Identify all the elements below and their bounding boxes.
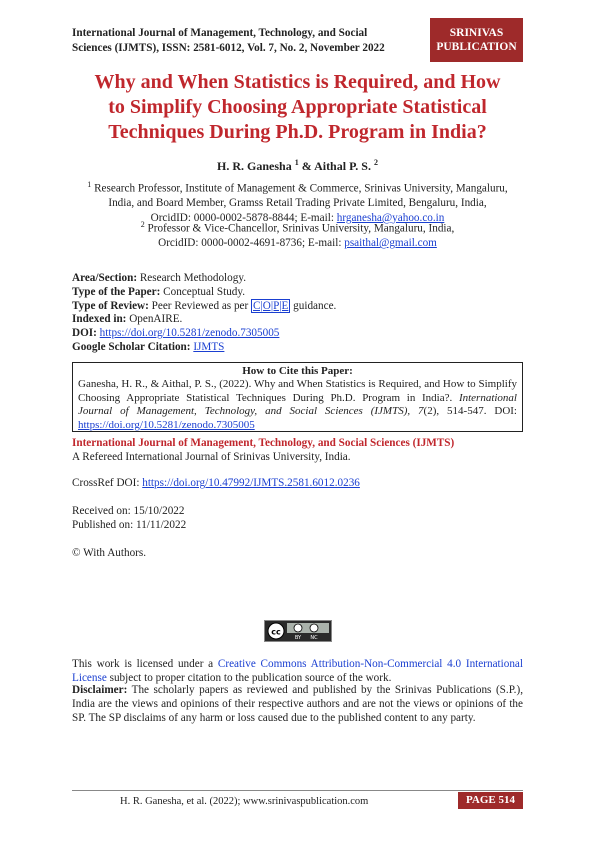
doi-label: DOI: xyxy=(72,327,97,340)
citation-heading: How to Cite this Paper: xyxy=(242,365,353,377)
citation-doi-link[interactable]: https://doi.org/10.5281/zenodo.7305005 xyxy=(78,418,255,431)
author-2: Aithal P. S. xyxy=(314,159,371,173)
journal-info xyxy=(72,436,523,464)
disclaimer xyxy=(72,683,523,725)
author-2-sup: 2 xyxy=(373,158,378,167)
affiliation-2 xyxy=(72,218,523,251)
review-value-post: guidance. xyxy=(290,299,337,312)
type-value: Conceptual Study. xyxy=(160,285,246,298)
aff2-orcid: OrcidID: 0000-0002-4691-8736; E-mail: xyxy=(158,237,345,250)
author-1: H. R. Ganesha xyxy=(217,159,292,173)
journal-desc: A Refereed International Journal of Srinivas University, India. xyxy=(72,451,351,463)
publisher-badge xyxy=(430,18,523,62)
license-link[interactable]: Creative Commons Attribution-Non-Commercial 4.0 International License xyxy=(72,658,524,684)
title-line3: Techniques During Ph.D. Program in India? xyxy=(108,121,487,143)
doi-link[interactable]: https://doi.org/10.5281/zenodo.7305005 xyxy=(99,327,280,340)
crossref-link[interactable]: https://doi.org/10.47992/IJMTS.2581.6012.0236 xyxy=(142,477,360,489)
aff2-line1: Professor & Vice-Chancellor, Srinivas University, Mangaluru, India, xyxy=(147,222,455,235)
type-label: Type of the Paper: xyxy=(72,285,161,298)
citation-text-1: Ganesha, H. R., & Aithal, P. S., (2022). Why and When Statistics is Required, and How to Simplify Choosing Appropriate Statistical Techniques During Ph.D. Program in India?. xyxy=(78,378,517,404)
indexed-label: Indexed in: xyxy=(72,313,127,326)
citation-box xyxy=(72,362,523,432)
review-label: Type of Review: xyxy=(72,299,149,312)
disclaimer-label: Disclaimer: xyxy=(72,684,128,696)
title-line2: to Simplify Choosing Appropriate Statistical xyxy=(108,96,487,118)
aff2-sup: 2 xyxy=(140,220,145,229)
license-post: subject to proper citation to the publication source of the work. xyxy=(106,672,392,684)
journal-header-line2: Sciences (IJMTS), ISSN: 2581-6012, Vol. 7, No. 2, November 2022 xyxy=(72,42,385,54)
published-date: Published on: 11/11/2022 xyxy=(72,519,187,531)
page-number: PAGE 514 xyxy=(458,792,523,809)
review-value: Peer Reviewed as per xyxy=(148,299,252,312)
area-value: Research Methodology. xyxy=(137,272,246,284)
indexed-value: OpenAIRE. xyxy=(126,313,183,326)
crossref-doi xyxy=(72,476,523,490)
cope-link[interactable]: C|O|P|E xyxy=(253,299,289,312)
aff1-line1: Research Professor, Institute of Management & Commerce, Srinivas University, Mangaluru, xyxy=(94,182,508,195)
aff1-email-link[interactable]: hrganesha@yahoo.co.in xyxy=(336,211,445,224)
aff1-orcid: OrcidID: 0000-0002-5878-8844; E-mail: xyxy=(150,211,337,224)
aff1-line2: India, and Board Member, Gramss Retail Trading Private Limited, Bengaluru, India, xyxy=(108,197,487,210)
citation-text-2: (2), 514-547. DOI: xyxy=(423,405,517,418)
page-header xyxy=(72,18,523,58)
crossref-label: CrossRef DOI: xyxy=(72,477,143,489)
paper-title xyxy=(60,70,535,145)
disclaimer-text: The scholarly papers as reviewed and published by the Srinivas Publications (S.P.), India are the views and opinions of their respective authors and are not the views or opinions of the SP. The SP disclaims of any harm or loss caused due to the published content to any party. xyxy=(72,684,523,724)
author-1-sup: 1 xyxy=(294,158,299,167)
copyright: © With Authors. xyxy=(72,547,147,559)
cc-by-nc-icon[interactable] xyxy=(264,620,332,642)
cc-by-text: BY xyxy=(294,635,302,641)
license-pre: This work is licensed under a xyxy=(72,658,218,670)
area-label: Area/Section: xyxy=(72,272,138,284)
authors xyxy=(0,158,595,174)
journal-header-line1: International Journal of Management, Technology, and Social xyxy=(72,27,368,39)
scholar-label: Google Scholar Citation: xyxy=(72,340,191,353)
aff2-email-link[interactable]: psaithal@gmail.com xyxy=(344,237,437,250)
citation-journal: International Journal of Management, Technology, and Social Sciences (IJMTS), 7 xyxy=(78,391,517,418)
journal-name: International Journal of Management, Technology, and Social Sciences (IJMTS) xyxy=(72,437,455,449)
footer-text: H. R. Ganesha, et al. (2022); www.srinivaspublication.com xyxy=(120,796,369,807)
svg-text:cc: cc xyxy=(271,627,281,637)
license-text xyxy=(72,657,523,685)
received-date: Received on: 15/10/2022 xyxy=(72,505,185,517)
journal-header xyxy=(72,26,432,56)
title-line1: Why and When Statistics is Required, and How xyxy=(94,71,501,93)
scholar-link[interactable]: IJMTS xyxy=(193,340,225,353)
author-separator: & xyxy=(298,159,315,173)
aff1-sup: 1 xyxy=(87,180,92,189)
cc-nc-text: NC xyxy=(310,635,318,641)
citation-text xyxy=(78,378,517,432)
paper-metadata xyxy=(72,272,523,355)
publisher-line2: PUBLICATION xyxy=(436,41,517,53)
publisher-line1: SRINIVAS xyxy=(449,27,504,39)
footer-rule xyxy=(72,790,523,791)
